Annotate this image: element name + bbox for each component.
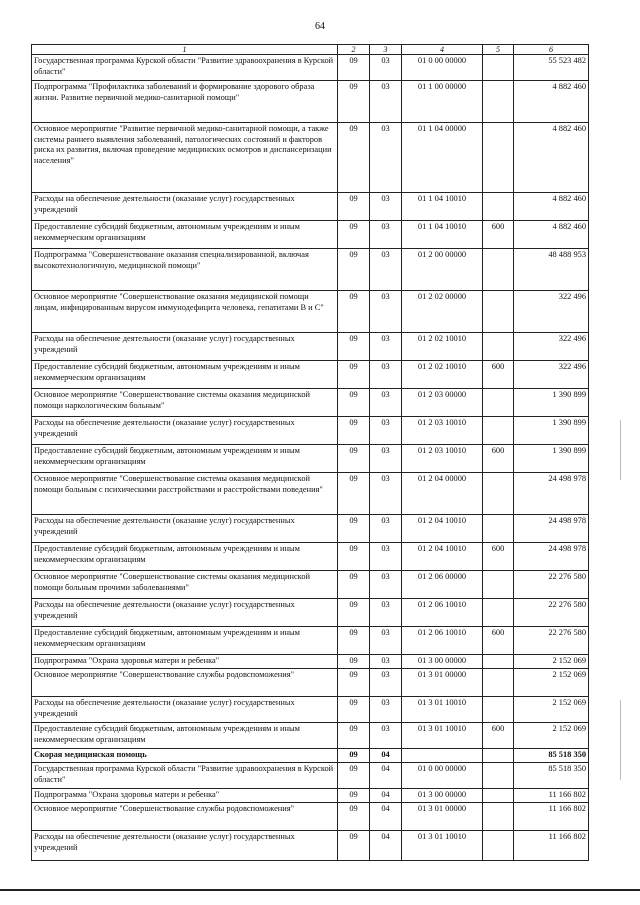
row-target-article-cell: 01 2 03 00000 [402,389,483,417]
row-subsection-cell: 03 [370,543,402,571]
row-section-cell: 09 [338,333,370,361]
row-expense-type-cell: 600 [483,445,514,473]
row-subsection-cell: 04 [370,763,402,789]
row-section-cell: 09 [338,723,370,749]
row-amount-cell: 22 276 580 [514,571,589,599]
row-name-cell: Основное мероприятие "Совершенствование системы оказания медицинской помощи больным с психическими расстройствами и расстройствами поведения" [32,473,338,515]
row-name-cell: Предоставление субсидий бюджетным, автономным учреждениям и иным некоммерческим организациям [32,723,338,749]
row-name-cell: Расходы на обеспечение деятельности (оказание услуг) государственных учреждений [32,599,338,627]
row-name-cell: Основное мероприятие "Развитие первичной медико-санитарной помощи, а также системы раннего выявления заболеваний, патологических состояний и факторов риска их развития, включая проведение медицинских осмотров и диспансеризации населения" [32,123,338,193]
table-row [32,669,589,697]
row-name-cell: Основное мероприятие "Совершенствование службы родовспоможения" [32,669,338,697]
row-expense-type-cell [483,655,514,669]
row-amount-cell: 55 523 482 [514,55,589,81]
row-section-cell: 09 [338,361,370,389]
table-row [32,515,589,543]
row-expense-type-cell [483,669,514,697]
table-row [32,123,589,193]
row-expense-type-cell [483,599,514,627]
row-expense-type-cell [483,803,514,831]
row-target-article-cell [402,749,483,763]
row-expense-type-cell [483,831,514,861]
row-expense-type-cell [483,389,514,417]
table-row [32,599,589,627]
row-amount-cell: 11 166 802 [514,803,589,831]
table-row [32,473,589,515]
row-target-article-cell: 01 2 03 10010 [402,417,483,445]
table-row [32,445,589,473]
budget-table [31,44,589,861]
row-amount-cell: 11 166 802 [514,789,589,803]
row-expense-type-cell [483,193,514,221]
row-subsection-cell: 03 [370,193,402,221]
row-subsection-cell: 03 [370,655,402,669]
row-amount-cell: 2 152 069 [514,697,589,723]
row-section-cell: 09 [338,193,370,221]
table-row [32,697,589,723]
row-section-cell: 09 [338,417,370,445]
table-row [32,81,589,123]
row-name-cell: Скорая медицинская помощь [32,749,338,763]
row-target-article-cell: 01 3 00 00000 [402,655,483,669]
row-name-cell: Расходы на обеспечение деятельности (оказание услуг) государственных учреждений [32,831,338,861]
row-expense-type-cell [483,55,514,81]
row-amount-cell: 322 496 [514,291,589,333]
row-subsection-cell: 03 [370,123,402,193]
row-subsection-cell: 03 [370,571,402,599]
row-amount-cell: 85 518 350 [514,749,589,763]
row-section-cell: 09 [338,81,370,123]
table-row [32,291,589,333]
row-name-cell: Подпрограмма "Профилактика заболеваний и формирование здорового образа жизни. Развитие первичной медико-санитарной помощи" [32,81,338,123]
scan-margin-mark [620,420,621,480]
row-section-cell: 09 [338,599,370,627]
row-name-cell: Предоставление субсидий бюджетным, автономным учреждениям и иным некоммерческим организациям [32,627,338,655]
row-amount-cell: 1 390 899 [514,417,589,445]
row-subsection-cell: 03 [370,669,402,697]
row-subsection-cell: 03 [370,389,402,417]
row-target-article-cell: 01 3 01 00000 [402,669,483,697]
row-name-cell: Подпрограмма "Охрана здоровья матери и ребенка" [32,789,338,803]
row-expense-type-cell: 600 [483,543,514,571]
table-row [32,831,589,861]
table-row [32,655,589,669]
row-expense-type-cell [483,789,514,803]
row-target-article-cell: 01 2 04 00000 [402,473,483,515]
row-subsection-cell: 03 [370,445,402,473]
row-name-cell: Расходы на обеспечение деятельности (оказание услуг) государственных учреждений [32,193,338,221]
column-header: 4 [402,45,483,55]
row-amount-cell: 22 276 580 [514,627,589,655]
row-name-cell: Основное мероприятие "Совершенствование системы оказания медицинской помощи наркологическим больным" [32,389,338,417]
row-name-cell: Предоставление субсидий бюджетным, автономным учреждениям и иным некоммерческим организациям [32,361,338,389]
page-bottom-rule [0,889,640,891]
row-amount-cell: 85 518 350 [514,763,589,789]
row-target-article-cell: 01 2 04 10010 [402,515,483,543]
row-expense-type-cell [483,417,514,445]
row-subsection-cell: 03 [370,723,402,749]
row-section-cell: 09 [338,627,370,655]
row-amount-cell: 22 276 580 [514,599,589,627]
row-expense-type-cell [483,249,514,291]
row-amount-cell: 2 152 069 [514,655,589,669]
row-subsection-cell: 03 [370,333,402,361]
row-name-cell: Государственная программа Курской области "Развитие здравоохранения в Курской области" [32,763,338,789]
row-target-article-cell: 01 2 00 00000 [402,249,483,291]
row-expense-type-cell [483,473,514,515]
row-expense-type-cell [483,515,514,543]
table-row [32,723,589,749]
row-subsection-cell: 03 [370,249,402,291]
table-row [32,361,589,389]
row-amount-cell: 4 882 460 [514,123,589,193]
row-target-article-cell: 01 0 00 00000 [402,763,483,789]
row-section-cell: 09 [338,763,370,789]
row-section-cell: 09 [338,803,370,831]
row-target-article-cell: 01 2 06 10010 [402,599,483,627]
row-section-cell: 09 [338,789,370,803]
table-row [32,333,589,361]
row-expense-type-cell: 600 [483,723,514,749]
column-header: 2 [338,45,370,55]
table-row [32,803,589,831]
column-header: 6 [514,45,589,55]
row-name-cell: Расходы на обеспечение деятельности (оказание услуг) государственных учреждений [32,515,338,543]
row-subsection-cell: 04 [370,749,402,763]
row-subsection-cell: 03 [370,417,402,445]
row-expense-type-cell [483,81,514,123]
row-expense-type-cell [483,763,514,789]
row-section-cell: 09 [338,515,370,543]
row-section-cell: 09 [338,291,370,333]
table-row [32,417,589,445]
row-subsection-cell: 03 [370,55,402,81]
row-target-article-cell: 01 1 04 10010 [402,193,483,221]
row-target-article-cell: 01 1 00 00000 [402,81,483,123]
row-expense-type-cell [483,333,514,361]
row-amount-cell: 322 496 [514,361,589,389]
column-header: 1 [32,45,338,55]
row-amount-cell: 48 488 953 [514,249,589,291]
row-name-cell: Подпрограмма "Совершенствование оказания специализированной, включая высокотехнологичную, медицинской помощи" [32,249,338,291]
row-target-article-cell: 01 1 04 10010 [402,221,483,249]
row-section-cell: 09 [338,445,370,473]
table-row [32,627,589,655]
table-row [32,389,589,417]
row-amount-cell: 4 882 460 [514,221,589,249]
row-name-cell: Основное мероприятие "Совершенствование системы оказания медицинской помощи больным прочими заболеваниями" [32,571,338,599]
row-name-cell: Предоставление субсидий бюджетным, автономным учреждениям и иным некоммерческим организациям [32,445,338,473]
row-expense-type-cell [483,697,514,723]
column-header: 5 [483,45,514,55]
row-name-cell: Расходы на обеспечение деятельности (оказание услуг) государственных учреждений [32,417,338,445]
table-header-row [32,45,589,55]
row-expense-type-cell: 600 [483,627,514,655]
row-subsection-cell: 03 [370,697,402,723]
row-subsection-cell: 03 [370,627,402,655]
row-subsection-cell: 03 [370,221,402,249]
row-expense-type-cell: 600 [483,361,514,389]
row-target-article-cell: 01 2 06 00000 [402,571,483,599]
row-section-cell: 09 [338,123,370,193]
row-expense-type-cell [483,749,514,763]
row-subsection-cell: 03 [370,81,402,123]
table-row [32,749,589,763]
row-subsection-cell: 03 [370,291,402,333]
row-section-cell: 09 [338,249,370,291]
row-target-article-cell: 01 0 00 00000 [402,55,483,81]
row-target-article-cell: 01 2 03 10010 [402,445,483,473]
row-target-article-cell: 01 1 04 00000 [402,123,483,193]
row-amount-cell: 4 882 460 [514,81,589,123]
row-amount-cell: 24 498 978 [514,543,589,571]
row-target-article-cell: 01 3 01 10010 [402,723,483,749]
table-row [32,763,589,789]
scan-margin-mark [620,700,621,780]
row-amount-cell: 1 390 899 [514,389,589,417]
row-target-article-cell: 01 3 01 00000 [402,803,483,831]
row-section-cell: 09 [338,55,370,81]
row-amount-cell: 2 152 069 [514,669,589,697]
row-amount-cell: 24 498 978 [514,473,589,515]
row-subsection-cell: 03 [370,599,402,627]
row-name-cell: Государственная программа Курской области "Развитие здравоохранения в Курской области" [32,55,338,81]
row-section-cell: 09 [338,831,370,861]
row-section-cell: 09 [338,543,370,571]
table-row [32,571,589,599]
row-name-cell: Расходы на обеспечение деятельности (оказание услуг) государственных учреждений [32,697,338,723]
row-name-cell: Предоставление субсидий бюджетным, автономным учреждениям и иным некоммерческим организациям [32,543,338,571]
row-name-cell: Подпрограмма "Охрана здоровья матери и ребенка" [32,655,338,669]
row-section-cell: 09 [338,697,370,723]
row-target-article-cell: 01 2 02 00000 [402,291,483,333]
row-section-cell: 09 [338,655,370,669]
row-name-cell: Основное мероприятие "Совершенствование службы родовспоможения" [32,803,338,831]
row-target-article-cell: 01 2 02 10010 [402,361,483,389]
row-expense-type-cell [483,291,514,333]
row-subsection-cell: 03 [370,361,402,389]
row-expense-type-cell [483,571,514,599]
row-target-article-cell: 01 3 01 10010 [402,831,483,861]
column-header: 3 [370,45,402,55]
row-subsection-cell: 04 [370,789,402,803]
row-section-cell: 09 [338,389,370,417]
row-name-cell: Предоставление субсидий бюджетным, автономным учреждениям и иным некоммерческим организациям [32,221,338,249]
row-target-article-cell: 01 2 02 10010 [402,333,483,361]
row-amount-cell: 2 152 069 [514,723,589,749]
table-row [32,789,589,803]
row-target-article-cell: 01 3 00 00000 [402,789,483,803]
row-section-cell: 09 [338,221,370,249]
table-row [32,193,589,221]
row-expense-type-cell: 600 [483,221,514,249]
table-row [32,55,589,81]
row-target-article-cell: 01 2 06 10010 [402,627,483,655]
row-target-article-cell: 01 3 01 10010 [402,697,483,723]
row-subsection-cell: 04 [370,803,402,831]
row-subsection-cell: 04 [370,831,402,861]
row-section-cell: 09 [338,571,370,599]
row-expense-type-cell [483,123,514,193]
row-section-cell: 09 [338,669,370,697]
row-section-cell: 09 [338,473,370,515]
row-subsection-cell: 03 [370,473,402,515]
row-amount-cell: 4 882 460 [514,193,589,221]
table-row [32,543,589,571]
table-row [32,221,589,249]
row-target-article-cell: 01 2 04 10010 [402,543,483,571]
row-section-cell: 09 [338,749,370,763]
row-subsection-cell: 03 [370,515,402,543]
row-amount-cell: 322 496 [514,333,589,361]
row-amount-cell: 24 498 978 [514,515,589,543]
row-name-cell: Расходы на обеспечение деятельности (оказание услуг) государственных учреждений [32,333,338,361]
row-amount-cell: 1 390 899 [514,445,589,473]
row-amount-cell: 11 166 802 [514,831,589,861]
table-row [32,249,589,291]
row-name-cell: Основное мероприятие "Совершенствование оказания медицинской помощи лицам, инфицированным вирусом иммунодефицита человека, гепатитами В и С" [32,291,338,333]
page-number: 64 [315,21,325,32]
